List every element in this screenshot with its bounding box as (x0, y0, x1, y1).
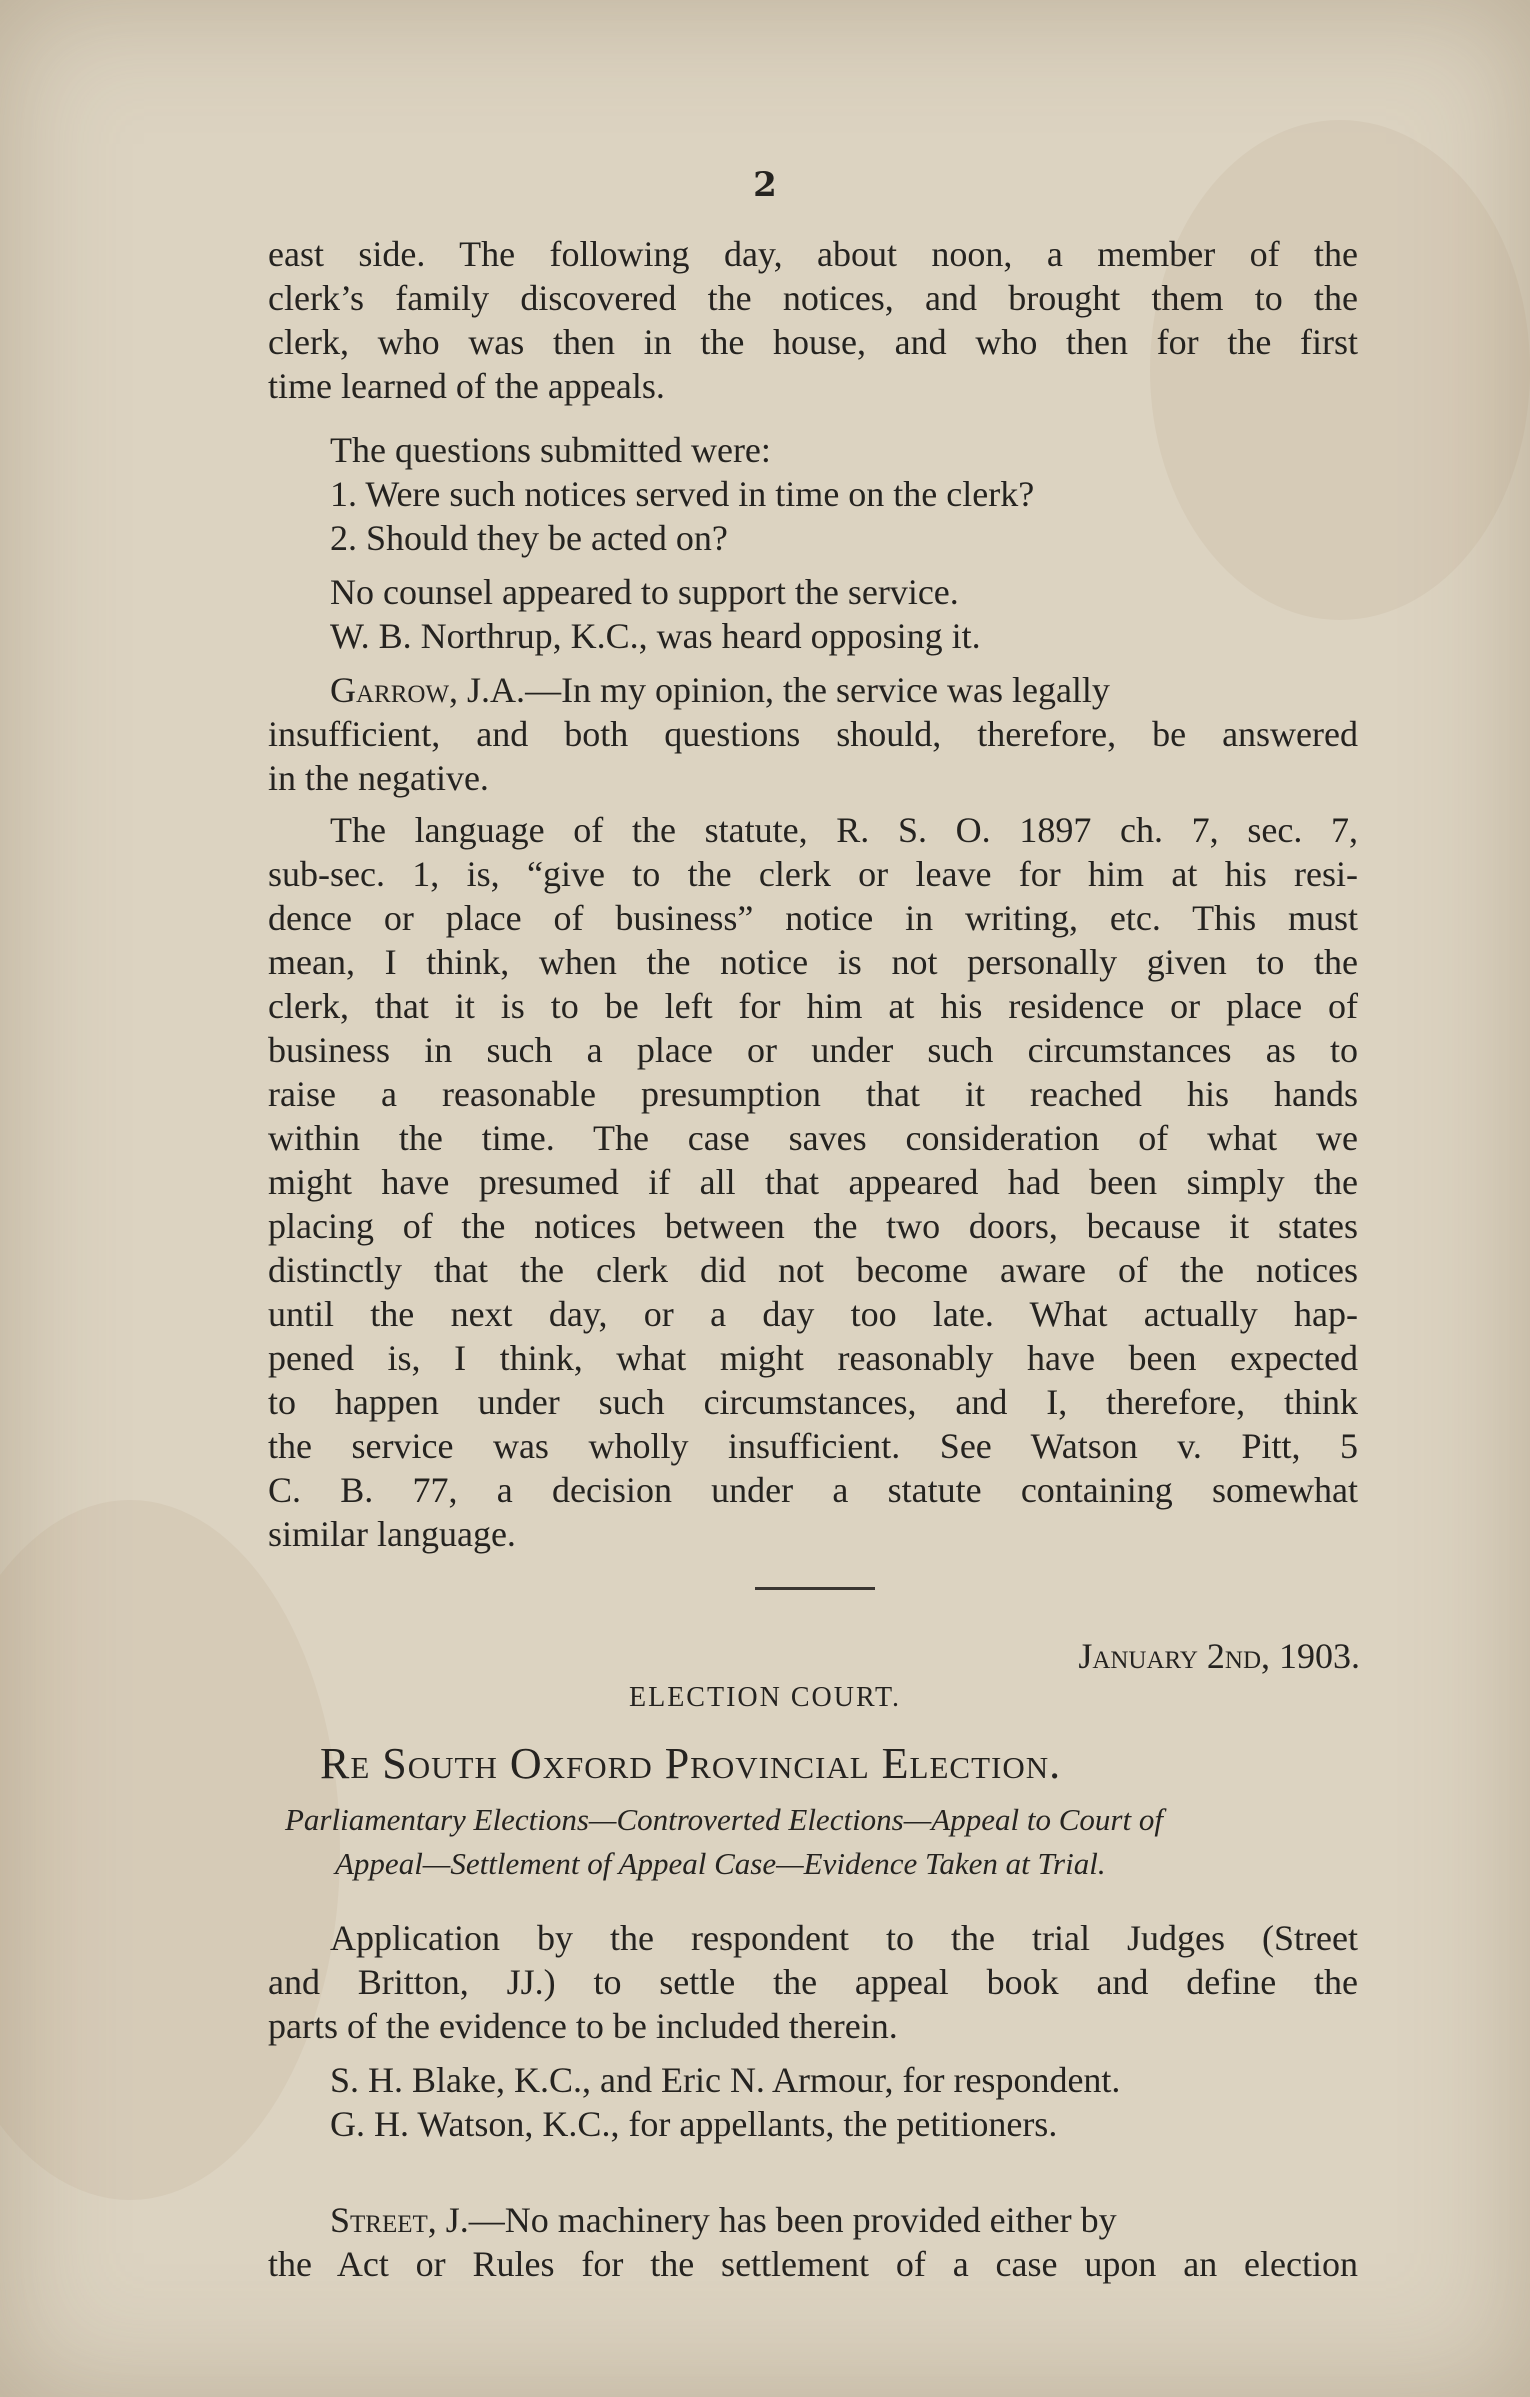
text-line: parts of the evidence to be included therein. (268, 2006, 898, 2046)
judgment-text: —No machinery has been provided either by (468, 2200, 1117, 2240)
question-2: 2. Should they be acted on? (330, 518, 728, 558)
text-line: east side. The following day, about noon, a member of the (268, 234, 1358, 274)
counsel-block-2 (268, 2058, 1358, 2146)
questions-block (268, 428, 1358, 560)
statute-paragraph (268, 808, 1358, 1556)
text-line: similar language. (268, 1514, 516, 1554)
judgment-garrow (268, 668, 1358, 800)
text-line: raise a reasonable presumption that it reached his hands (268, 1074, 1358, 1114)
counsel-block (268, 570, 1358, 658)
text-line: clerk, who was then in the house, and who then for the first (268, 322, 1358, 362)
text-line: placing of the notices between the two doors, because it states (268, 1206, 1358, 1246)
text-line: distinctly that the clerk did not become aware of the notices (268, 1250, 1358, 1290)
text-line: in the negative. (268, 758, 489, 798)
headnote-line: Appeal—Settlement of Appeal Case—Evidence Taken at Trial. (335, 1846, 1106, 1881)
headnote (285, 1798, 1360, 1886)
counsel-line: G. H. Watson, K.C., for appellants, the petitioners. (330, 2104, 1058, 2144)
judgment-first-line (268, 668, 1358, 712)
case-title (320, 1738, 1061, 1789)
judgment-first-line (268, 2198, 1358, 2242)
text-line: sub-sec. 1, is, “give to the clerk or leave for him at his resi- (268, 854, 1358, 894)
judge-name: Street, J. (330, 2200, 469, 2240)
case-title-text: Re South Oxford Provincial Election. (320, 1739, 1062, 1788)
question-1: 1. Were such notices served in time on the clerk? (330, 474, 1035, 514)
text-line: mean, I think, when the notice is not personally given to the (268, 942, 1358, 982)
text-line: business in such a place or under such circumstances as to (268, 1030, 1358, 1070)
page-number: 2 (753, 165, 777, 205)
text-line: the Act or Rules for the settlement of a case upon an election (268, 2244, 1358, 2284)
text-line: the service was wholly insufficient. See Watson v. Pitt, 5 (268, 1426, 1358, 1466)
application-paragraph (268, 1916, 1358, 2048)
counsel-line: W. B. Northrup, K.C., was heard opposing it. (330, 616, 981, 656)
judge-name: Garrow, J.A. (330, 670, 526, 710)
text-line: within the time. The case saves consideration of what we (268, 1118, 1358, 1158)
text-line: C. B. 77, a decision under a statute containing somewhat (268, 1470, 1358, 1510)
date-text: January 2nd, 1903. (1078, 1636, 1360, 1676)
counsel-line: S. H. Blake, K.C., and Eric N. Armour, for respondent. (330, 2060, 1121, 2100)
section-divider (755, 1587, 875, 1590)
counsel-line: No counsel appeared to support the service. (330, 572, 959, 612)
text-line: and Britton, JJ.) to settle the appeal book and define the (268, 1962, 1358, 2002)
text-line: clerk, that it is to be left for him at his residence or place of (268, 986, 1358, 1026)
headnote-line: Parliamentary Elections—Controverted Elections—Appeal to Court of (285, 1802, 1163, 1837)
text-line: to happen under such circumstances, and I, therefore, think (268, 1382, 1358, 1422)
text-line: clerk’s family discovered the notices, and brought them to the (268, 278, 1358, 318)
decision-date (1078, 1635, 1360, 1677)
text-line: The language of the statute, R. S. O. 1897 ch. 7, sec. 7, (330, 810, 1358, 850)
text-line: Application by the respondent to the trial Judges (Street (330, 1918, 1358, 1958)
text-line: time learned of the appeals. (268, 366, 665, 406)
opening-paragraph (268, 232, 1358, 408)
judgment-street (268, 2198, 1358, 2286)
text-line: insufficient, and both questions should, therefore, be answered (268, 714, 1358, 754)
text-line: might have presumed if all that appeared had been simply the (268, 1162, 1358, 1202)
judgment-text: —In my opinion, the service was legally (525, 670, 1110, 710)
text-line: pened is, I think, what might reasonably have been expected (268, 1338, 1358, 1378)
court-heading: ELECTION COURT. (629, 1682, 901, 1713)
text-line: dence or place of business” notice in writing, etc. This must (268, 898, 1358, 938)
questions-intro: The questions submitted were: (330, 430, 771, 470)
text-line: until the next day, or a day too late. What actually hap- (268, 1294, 1358, 1334)
